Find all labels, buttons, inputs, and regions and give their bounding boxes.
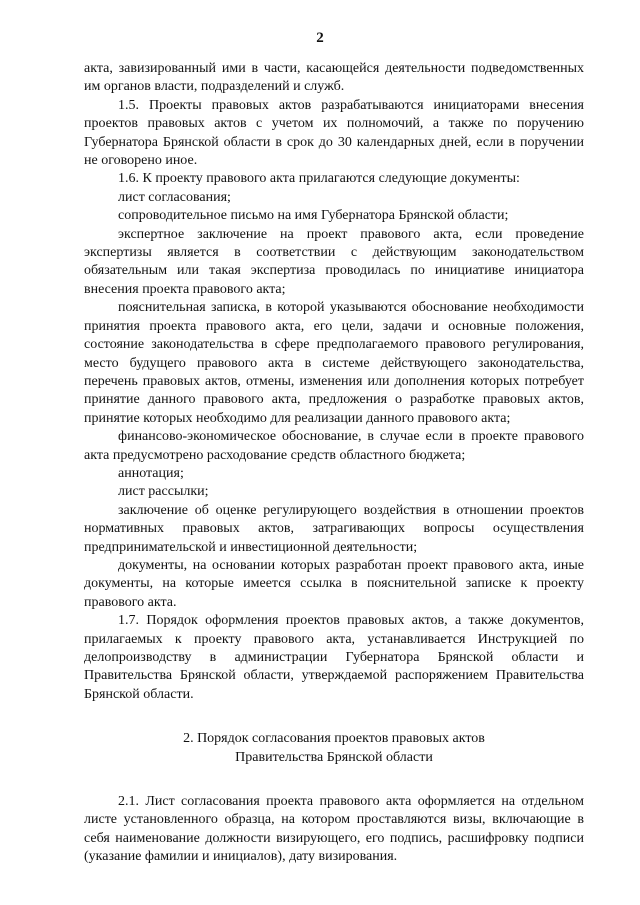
paragraph: 1.6. К проекту правового акта прилагаются следующие документы: bbox=[118, 171, 520, 187]
document-body bbox=[84, 60, 584, 867]
paragraphs-before-section bbox=[84, 60, 584, 704]
paragraph: аннотация; bbox=[118, 465, 184, 481]
paragraph: сопроводительное письмо на имя Губернатора Брянской области; bbox=[118, 208, 509, 224]
section-heading bbox=[84, 730, 584, 767]
paragraphs-after-section bbox=[84, 793, 584, 867]
paragraph: экспертное заключение на проект правового акта, если проведение экспертизы является в соответствии с действующим законодательством обязательным или такая экспертиза проводилась по инициативе инициатора внесения проекта правового акта; bbox=[84, 226, 584, 297]
paragraph: лист рассылки; bbox=[118, 484, 209, 500]
section-heading-line-2: Правительства Брянской области bbox=[235, 749, 433, 765]
paragraph: пояснительная записка, в которой указываются обоснование необходимости принятия проекта правового акта, его цели, задачи и основные положения, состояние законодательства в сфере предполагаемого правового регулирования, место будущего правового акта в системе действующего законодательства, перечень правовых актов, отмены, изменения или дополнения которых потребует принятие данного правового акта, предложения о разработке правовых актов, принятие которых необходимо для реализации данного правового акта; bbox=[84, 300, 584, 426]
paragraph: 1.5. Проекты правовых актов разрабатываются инициаторами внесения проектов правовых актов с учетом их полномочий, а также по поручению Губернатора Брянской области в срок до 30 календарных дней, если в поручении не оговорено иное. bbox=[84, 97, 584, 169]
section-heading-line-1: 2. Порядок согласования проектов правовых актов bbox=[183, 731, 485, 747]
paragraph: 1.7. Порядок оформления проектов правовых актов, а также документов, прилагаемых к проекту правового акта, устанавливается Инструкцией по делопроизводству в администрации Губернатора Брянской области и Правительства Брянской области, утверждаемой распоряжением Правительства Брянской области. bbox=[84, 613, 584, 702]
paragraph: 2.1. Лист согласования проекта правового акта оформляется на отдельном листе установленного образца, на котором проставляются визы, включающие в себя наименование должности визирующего, его подпись, расшифровку подписи (указание фамилии и инициалов), дату визирования. bbox=[84, 794, 584, 865]
paragraph: заключение об оценке регулирующего воздействия в отношении проектов нормативных правовых актов, затрагивающих вопросы осуществления предпринимательской и инвестиционной деятельности; bbox=[84, 502, 584, 555]
paragraph: акта, завизированный ими в части, касающейся деятельности подведомственных им органов власти, подразделений и служб. bbox=[84, 61, 584, 95]
paragraph: лист согласования; bbox=[118, 189, 231, 205]
paragraph: финансово-экономическое обоснование, в случае если в проекте правового акта предусмотрено расходование средств областного бюджета; bbox=[84, 429, 584, 463]
paragraph: документы, на основании которых разработан проект правового акта, иные документы, на которые имеется ссылка в пояснительной записке к проекту правового акта. bbox=[84, 557, 584, 610]
page-number: 2 bbox=[316, 30, 324, 46]
